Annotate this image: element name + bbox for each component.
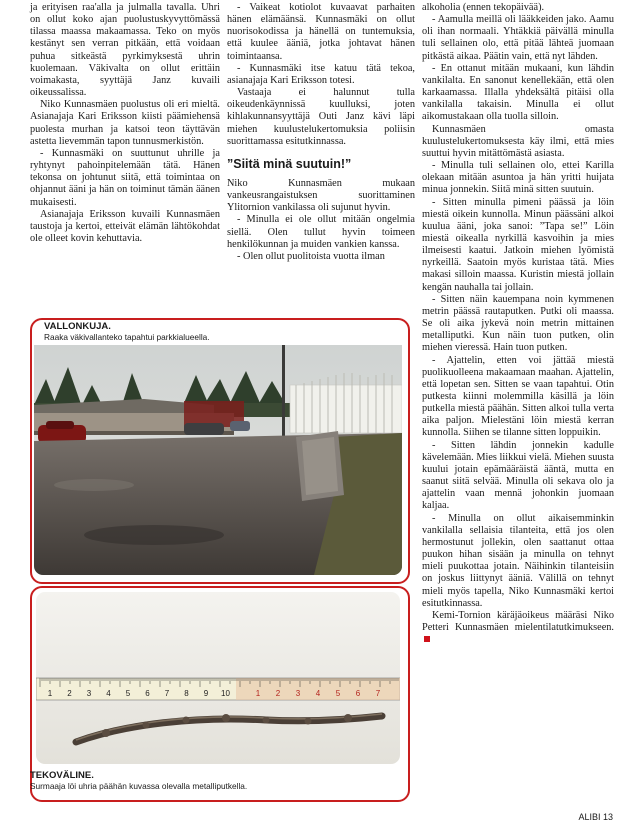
paragraph: Vastaaja ei halunnut tulla oikeudenkäynnissä kuulluksi, joten kihlakunnansyyttäjä Outi Janz kävi läpi miehen kuulustelukertomuksia poliisin suorittamassa esitutkinnassa.	[227, 87, 415, 147]
ruler-label: 7	[375, 689, 381, 698]
parking-lot-illustration	[34, 345, 402, 575]
figure-title: TEKOVÄLINE.	[30, 770, 94, 781]
figure-parking-lot-caption	[44, 321, 210, 342]
article-column-2	[227, 2, 415, 263]
figure-pipe-caption	[30, 770, 247, 791]
ruler-label: 3	[86, 689, 92, 698]
paragraph: - Vaikeat kotiolot kuvaavat parhaiten hänen elämäänsä. Kunnasmäki on ollut nuorisokodissa ja hänellä on tuntemuksia, että kuulee ääniä, jotka johtavat hänen toimintaansa.	[227, 2, 415, 62]
ruler-label: 6	[355, 689, 361, 698]
article-column-3	[422, 2, 614, 646]
paragraph: Niko Kunnasmäen puolustus oli eri mieltä. Asianajaja Kari Eriksson kiisti päämiehensä puolesta murhan ja katsoi teon täyttävän astetta lievemmän tapon tunnusmerkistön.	[30, 99, 220, 147]
paragraph-final	[422, 610, 614, 646]
paragraph: - Sitten lähdin jonnekin kadulle kävelemään. Mies liikkui vielä. Miehen suusta kuului jotain epämääräistä ääntä, mutta en saanut siitä selvää. Minulla oli sekava olo ja ajattelin vaan mennä johonkin juomaan kaljaa.	[422, 439, 614, 512]
ruler-label: 5	[125, 689, 131, 698]
paragraph: - Olen ollut puolitoista vuotta ilman	[237, 250, 385, 262]
ruler-label: 6	[145, 689, 150, 698]
subheading: ”Siitä minä suutuin!”	[227, 156, 352, 171]
paragraph: - Kunnasmäki on suuttunut uhrille ja ryhtynyt pahoinpitelemään tätä. Hänen tekonsa on johtunut siitä, että toimintaa on ohjannut ääni ja hän on toiminut tämän äänen mukaisesti.	[30, 147, 220, 208]
ruler-label: 1	[47, 689, 53, 698]
ruler-label: 3	[295, 689, 301, 698]
metal-pipe-illustration	[36, 592, 400, 764]
ruler-label: 2	[67, 689, 72, 698]
paragraph: - Minulla on ollut aikaisemminkin vankilalla sellaisia tilanteita, että jos olen hermostunut jollekin, olen saattanut ottaa puukon hihan sisään ja minulla on tehnyt mieli puukottaa jotain. Näihinkin tilanteisiin on joskus liittynyt ääniä. Välillä on tehnyt mieli myös tapella, Niko Kunnasmäki kertoi esitutkinnassa.	[422, 512, 614, 609]
figure-caption: Raaka väkivallanteko tapahtui parkkialueella.	[44, 332, 210, 342]
end-mark-icon	[424, 636, 430, 642]
paragraph: - En ottanut mitään mukaani, kun lähdin vankilalta. En sanonut kenellekään, että olen karkaamassa. Illalla yhdeksältä pitäisi olla vankilalla takaisin. Minulla ei ollut aikomustakaan olla tuolla silloin.	[422, 62, 614, 123]
paragraph: - Sitten näin kauempana noin kymmenen metrin päässä rautaputken. Putki oli maassa. Se oli aika jykevä noin metrin mittainen metalliputki. Kun näin tuon putken, olin miehen vieressä. Hain tuon putken.	[422, 293, 614, 354]
ruler-label: 7	[164, 689, 170, 698]
ruler-label: 2	[275, 689, 281, 698]
paragraph: Asianajaja Eriksson kuvaili Kunnasmäen taustoja ja kertoi, etteivät elämän lähtökohdat ole olleet kovin kehuttavia.	[30, 208, 220, 244]
paragraph: Niko Kunnasmäen mukaan vankeusrangaistuksen suorittaminen Ylitornion vankilassa oli sujunut hyvin.	[227, 177, 415, 214]
article-column-1	[30, 2, 220, 245]
ruler-label: 9	[203, 689, 209, 698]
paragraph: - Aamulla meillä oli lääkkeiden jako. Aamu oli ihan normaali. Yhtäkkiä päivällä minulla tuli sellainen olo, että pitää lähteä juomaan pitkästä aikaa. Päätin vain, että nyt lähden.	[422, 14, 614, 62]
ruler-label: 10	[221, 689, 230, 698]
ruler-label: 8	[184, 689, 189, 698]
paragraph-final-text: Kemi-Tornion käräjäoikeus määräsi Niko Petteri Kunnasmäen mielentilatutkimukseen.	[422, 609, 614, 633]
paragraph: - Kunnasmäki itse katuu tätä tekoa, asianajaja Kari Eriksson totesi.	[227, 62, 415, 86]
ruler-label: 1	[255, 689, 261, 698]
paragraph: Kunnasmäen omasta kuulustelukertomuksesta käy ilmi, että mies suuttui hyvin mitättömästä asiasta.	[422, 123, 614, 159]
figure-caption: Surmaaja löi uhria päähän kuvassa olevalla metalliputkella.	[30, 781, 248, 791]
ruler-label: 4	[315, 689, 321, 698]
page-number: ALIBI 13	[578, 812, 613, 822]
ruler-label: 4	[106, 689, 111, 698]
ruler-label: 5	[335, 689, 341, 698]
paragraph: - Minulla tuli sellainen olo, ettei Karilla olekaan mitään asuntoa ja hän yritti huijata minua jonnekin. Siitä minä sitten suutuin.	[422, 160, 614, 196]
paragraph: alkoholia (ennen tekopäivää).	[422, 2, 545, 13]
parking-lot-photo	[34, 345, 402, 575]
paragraph: ja erityisen raa'alla ja julmalla tavalla. Uhri on ollut koko ajan puolustuskyvyttömässä tilassa maassa makaamassa. Teko on myös kestänyt sen verran pitkään, että voidaan puhua sitkeästä pyrkimyksestä uhrin kuolemaan. Väkivalta on ollut erittäin voimakasta, syyttäjä Janz kuvaili oikeussalissa.	[30, 2, 220, 99]
paragraph: - Sitten minulla pimeni päässä ja löin miestä oikein kunnolla. Minun päässäni alkoi kuulua ääni, joka sanoi: ”Tapa se!” Löin miestä oikealla nyrkillä kasvoihin ja mies ilmeisesti kaatui. Jatkoin miehen lyömistä nyrkeillä. Saatoin myös kuristaa tätä. Mies makasi silloin maassa. Kuristin miestä jollain kengän nauhalla tai jollain.	[422, 196, 614, 293]
paragraph: - Minulla ei ole ollut mitään ongelmia siellä. Olen tullut hyvin toimeen henkilökunnan ja muiden vankien kanssa.	[227, 214, 415, 250]
metal-pipe-photo	[36, 592, 400, 764]
paragraph: - Ajattelin, etten voi jättää miestä puolikuolleena makaamaan maahan. Ajattelin, että lopetan sen. Sitten se vaan tapahtui. Otin putkesta kiinni molemmilla käsillä ja löin putkella miestä päähän. Sitten alkoi tulla verta aika paljon. Mielestäni löin miestä kerran kunnolla. Siihen se tilanne sitten loppuikin.	[422, 354, 614, 439]
figure-title: VALLONKUJA.	[44, 321, 111, 332]
